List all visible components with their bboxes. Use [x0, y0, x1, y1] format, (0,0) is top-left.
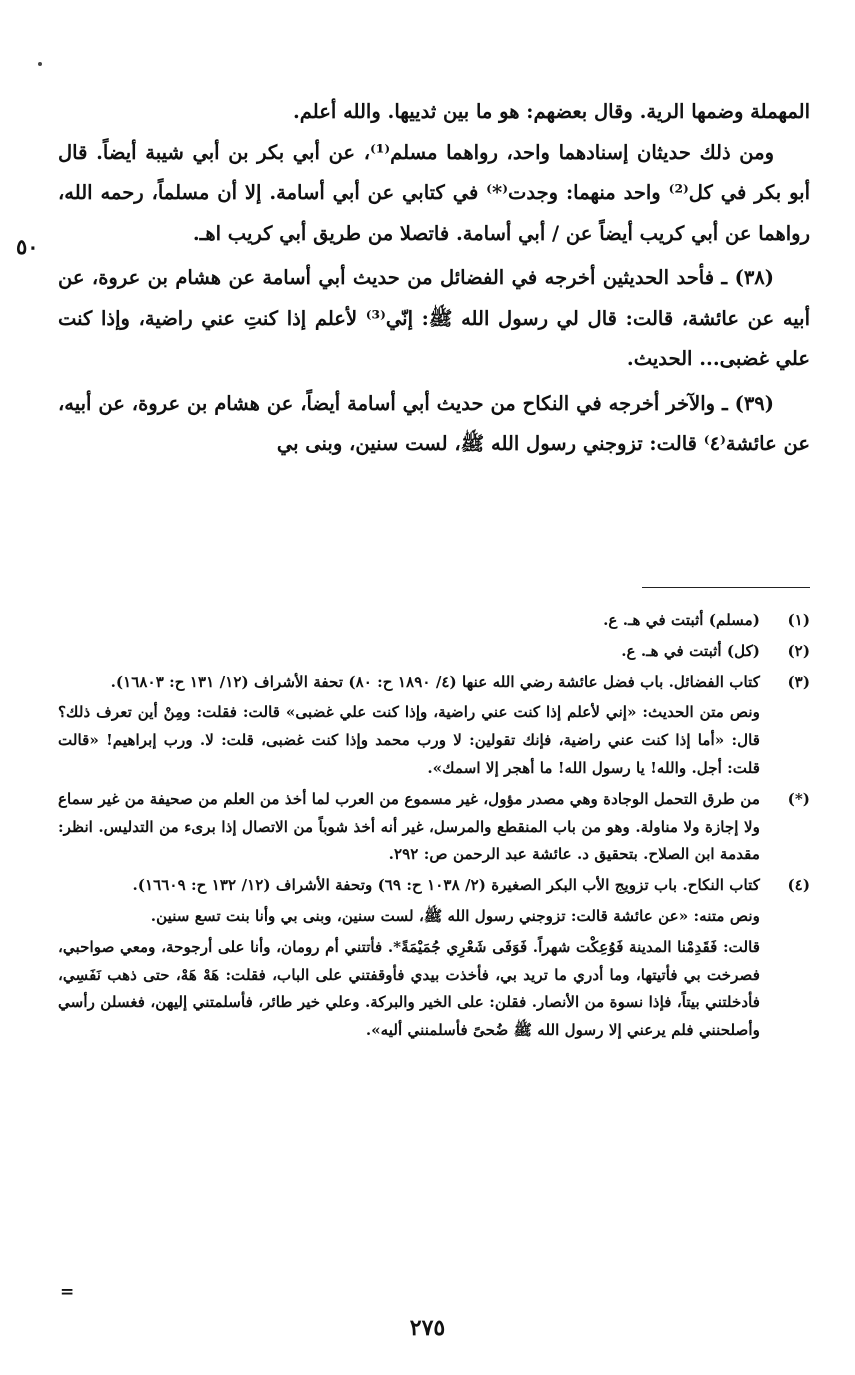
footnote-label: (٢) — [787, 641, 810, 660]
footnote-text: (كل) أثبتت في هـ. ع. — [621, 641, 760, 660]
footnote-continuation — [58, 699, 810, 782]
print-speck — [38, 62, 42, 66]
footnote-continuation — [58, 903, 810, 931]
footnote — [58, 669, 810, 697]
main-text — [58, 92, 810, 465]
margin-page-number: ٥٠ — [16, 234, 39, 259]
footnote-separator — [642, 587, 810, 588]
body-paragraph-1: المهملة وضمها الرية. وقال بعضهم: هو ما بين ثدييها. والله أعلم. — [293, 100, 810, 123]
body-paragraph-38: (٣٨) ـ فأحد الحديثين أخرجه في الفضائل من حديث أبي أسامة عن هشام بن عروة، عن أبيه عن عائشة، قالت: قال لي رسول الله ﷺ: إنّي⁽³⁾ لأعلم إذا كنتِ عني راضية، وإذا كنت علي غضبى... الحديث. — [58, 266, 810, 370]
body-paragraph-2: ومن ذلك حديثان إسنادهما واحد، رواهما مسلم⁽¹⁾، عن أبي بكر بن أبي شيبة أيضاً. قال أبو بكر في كل⁽²⁾ واحد منهما: وجدت⁽*⁾ في كتابي عن أبي أسامة. إلا أن مسلماً، رحمه الله، رواهما عن أبي كريب أيضاً عن / أبي أسامة. فاتصلا من طريق أبي كريب اهـ. — [58, 140, 810, 245]
footnote-text: ونص متن الحديث: «إني لأعلم إذا كنت عني راضية، وإذا كنت علي غضبى» قالت: فقلت: ومِنْ أين تعرف ذلك؟ قال: «أما إذا كنت عني راضية، فإنك تقولين: لا ورب محمد وإذا كنت غضبى، قلت: لا. ورب إبراهيم! «قالت قلت: أجل. والله! يا رسول الله! ما أهجر إلا اسمك». — [58, 703, 760, 777]
footnote — [58, 607, 810, 635]
footnote — [58, 786, 810, 869]
footnote-label — [760, 903, 810, 931]
footnote-text: قالت: فَقَدِمْنا المدينة فَوُعِكْت شهراً. فَوَفَى شَعْرِي جُمَيْمَةً*. فأتتني أم رومان، وأنا على أرجوحة، ومعي صواحبي، فصرخت بي فأتيتها، وما أدري ما تريد بي، فأخذت بيدي فأوقفتني على الباب، فقلت: هَهْ هَهْ، حتى ذهب نَفَسِي، فأدخلتني بيتاً، فإذا نسوة من الأنصار. فقلن: على الخير والبركة. وعلي خير طائر، فأسلمتني إليهن، فغسلن رأسي وأصلحنني فلم يرعني إلا رسول الله ﷺ ضُحىً فأسلمنني أليه». — [58, 937, 760, 1040]
footnote — [58, 638, 810, 666]
footnotes — [58, 607, 810, 1048]
footnote-label: (١) — [787, 611, 810, 629]
footnote-label: (٤) — [787, 876, 810, 895]
continuation-mark: = — [60, 1282, 75, 1302]
footnote-text: (مسلم) أثبتت في هـ. ع. — [603, 611, 760, 629]
footnote-label: (*) — [787, 789, 810, 808]
footnote-text: ونص متنه: «عن عائشة قالت: تزوجني رسول الله ﷺ، لست سنين، وبنى بي وأنا بنت تسع سنين. — [150, 906, 760, 925]
footnote-text: كتاب الفضائل. باب فضل عائشة رضي الله عنها (٤/ ١٨٩٠ ح: ٨٠) تحفة الأشراف (١٢/ ١٣١ ح: ١٦٨٠٣). — [110, 672, 760, 691]
footnote-label — [760, 934, 810, 1045]
body-paragraph-39: (٣٩) ـ والآخر أخرجه في النكاح من حديث أبي أسامة أيضاً، عن هشام بن عروة، عن أبيه، عن عائشة⁽٤⁾ قالت: تزوجني رسول الله ﷺ، لست سنين، وبنى بي — [58, 391, 810, 455]
footnote-text: من طرق التحمل الوجادة وهي مصدر مؤول، غير مسموع من العرب لما أخذ من العلم من صحيفة من غير سماع ولا إجازة ولا مناولة. وهو من باب المنقطع والمرسل، غير أنه أخذ شوباً من الاتصال إذا برىء من التدليس. انظر: مقدمة ابن الصلاح. بتحقيق د. عائشة عبد الرحمن ص: ٢٩٢. — [58, 789, 760, 864]
footnote-label — [760, 699, 810, 782]
footnote-label: (٣) — [787, 672, 810, 691]
footnote-text: كتاب النكاح. باب تزويج الأب البكر الصغيرة (٢/ ١٠٣٨ ح: ٦٩) وتحفة الأشراف (١٢/ ١٣٢ ح: ١٦٦٠٩). — [132, 876, 760, 895]
page-number: ٢٧٥ — [409, 1315, 446, 1341]
footnote-continuation — [58, 934, 810, 1045]
footnote — [58, 872, 810, 900]
